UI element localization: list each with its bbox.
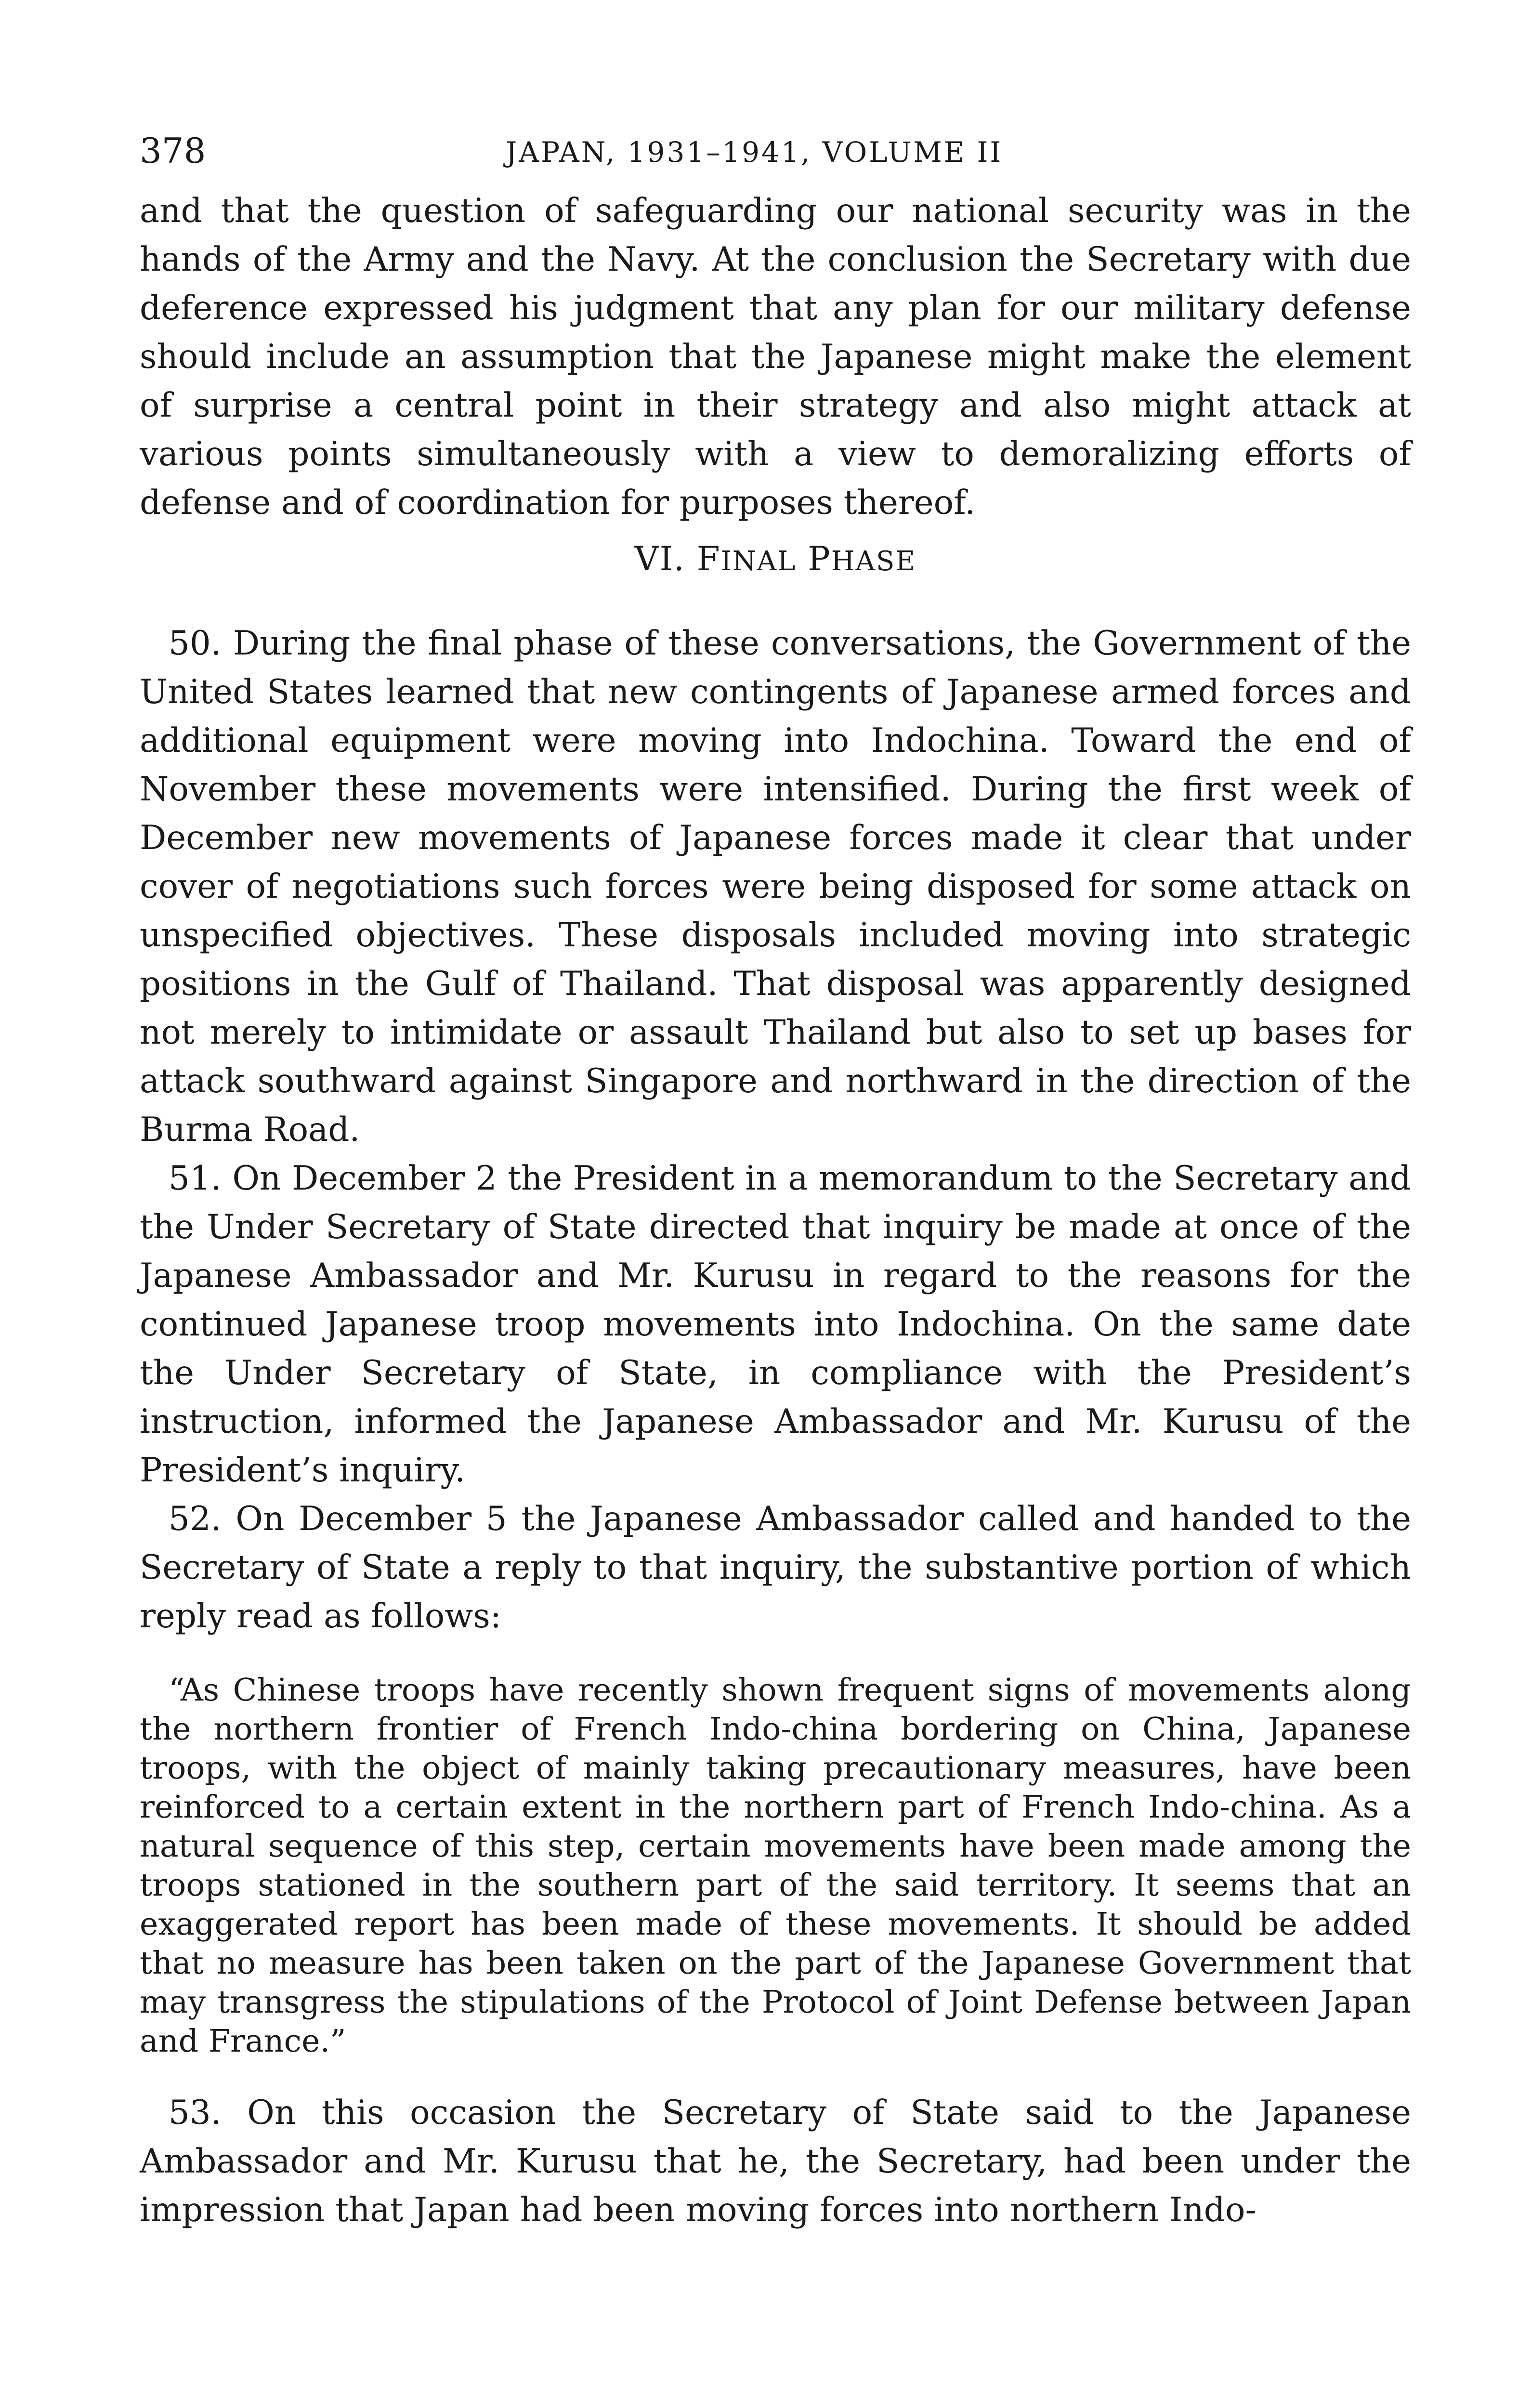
paragraph-50: 50. During the final phase of these conversations, the Government of the United States learned that new contingents of Japanese armed forces and additional equipment were moving into Indochina. Toward the end of November these movements were intensified. During the first week of December new movements of Japanese forces made it clear that under cover of negotiations such forces were being disposed for some attack on unspecified objectives. These disposals included moving into strategic positions in the Gulf of Thailand. That disposal was apparently designed not merely to intimidate or assault Thailand but also to set up bases for attack southward against Singapore and northward in the direction of the Burma Road. [140,624,1411,1149]
section-number: VI. [634,540,685,578]
section-title: FINAL PHASE [696,540,916,578]
running-head: JAPAN, 1931–1941, VOLUME II [506,136,1003,169]
continuation-paragraph: and that the question of safeguarding our national security was in the hands of the Army and the Navy. At the conclusion the Secretary with due deference expressed his judgment that any plan for our military defense should include an assumption that the Japanese might make the element of surprise a central point in their strategy and also might attack at various points simultaneously with a view to demoralizing efforts of defense and of coordination for purposes thereof. [140,192,1411,522]
document-page [140,129,1411,2235]
paragraph-52: 52. On December 5 the Japanese Ambassador called and handed to the Secretary of State a reply to that inquiry, the substantive portion of which reply read as follows: [140,1500,1411,1636]
section-heading [140,535,1411,586]
paragraph-51: 51. On December 2 the President in a memorandum to the Secretary and the Under Secretary of State directed that inquiry be made at once of the Japanese Ambassador and Mr. Kurusu in regard to the reasons for the continued Japanese troop movements into Indochina. On the same date the Under Secretary of State, in compliance with the President’s instruction, informed the Japanese Ambassador and Mr. Kurusu of the President’s inquiry. [140,1159,1411,1490]
paragraph-53: 53. On this occasion the Secretary of State said to the Japanese Ambassador and Mr. Kurusu that he, the Secretary, had been under the impression that Japan had been moving forces into northern Indo- [140,2094,1411,2229]
page-header [140,129,1411,187]
page-number: 378 [140,131,206,171]
block-quote: “As Chinese troops have recently shown frequent signs of movements along the northern frontier of French Indo-china bordering on China, Japanese troops, with the object of mainly taking precautionary measures, have been reinforced to a certain extent in the northern part of French Indo-china. As a natural sequence of this step, certain movements have been made among the troops stationed in the southern part of the said territory. It seems that an exaggerated report has been made of these movements. It should be added that no measure has been taken on the part of the Japanese Government that may transgress the stipulations of the Protocol of Joint Defense between Japan and France.” [140,1672,1411,2059]
